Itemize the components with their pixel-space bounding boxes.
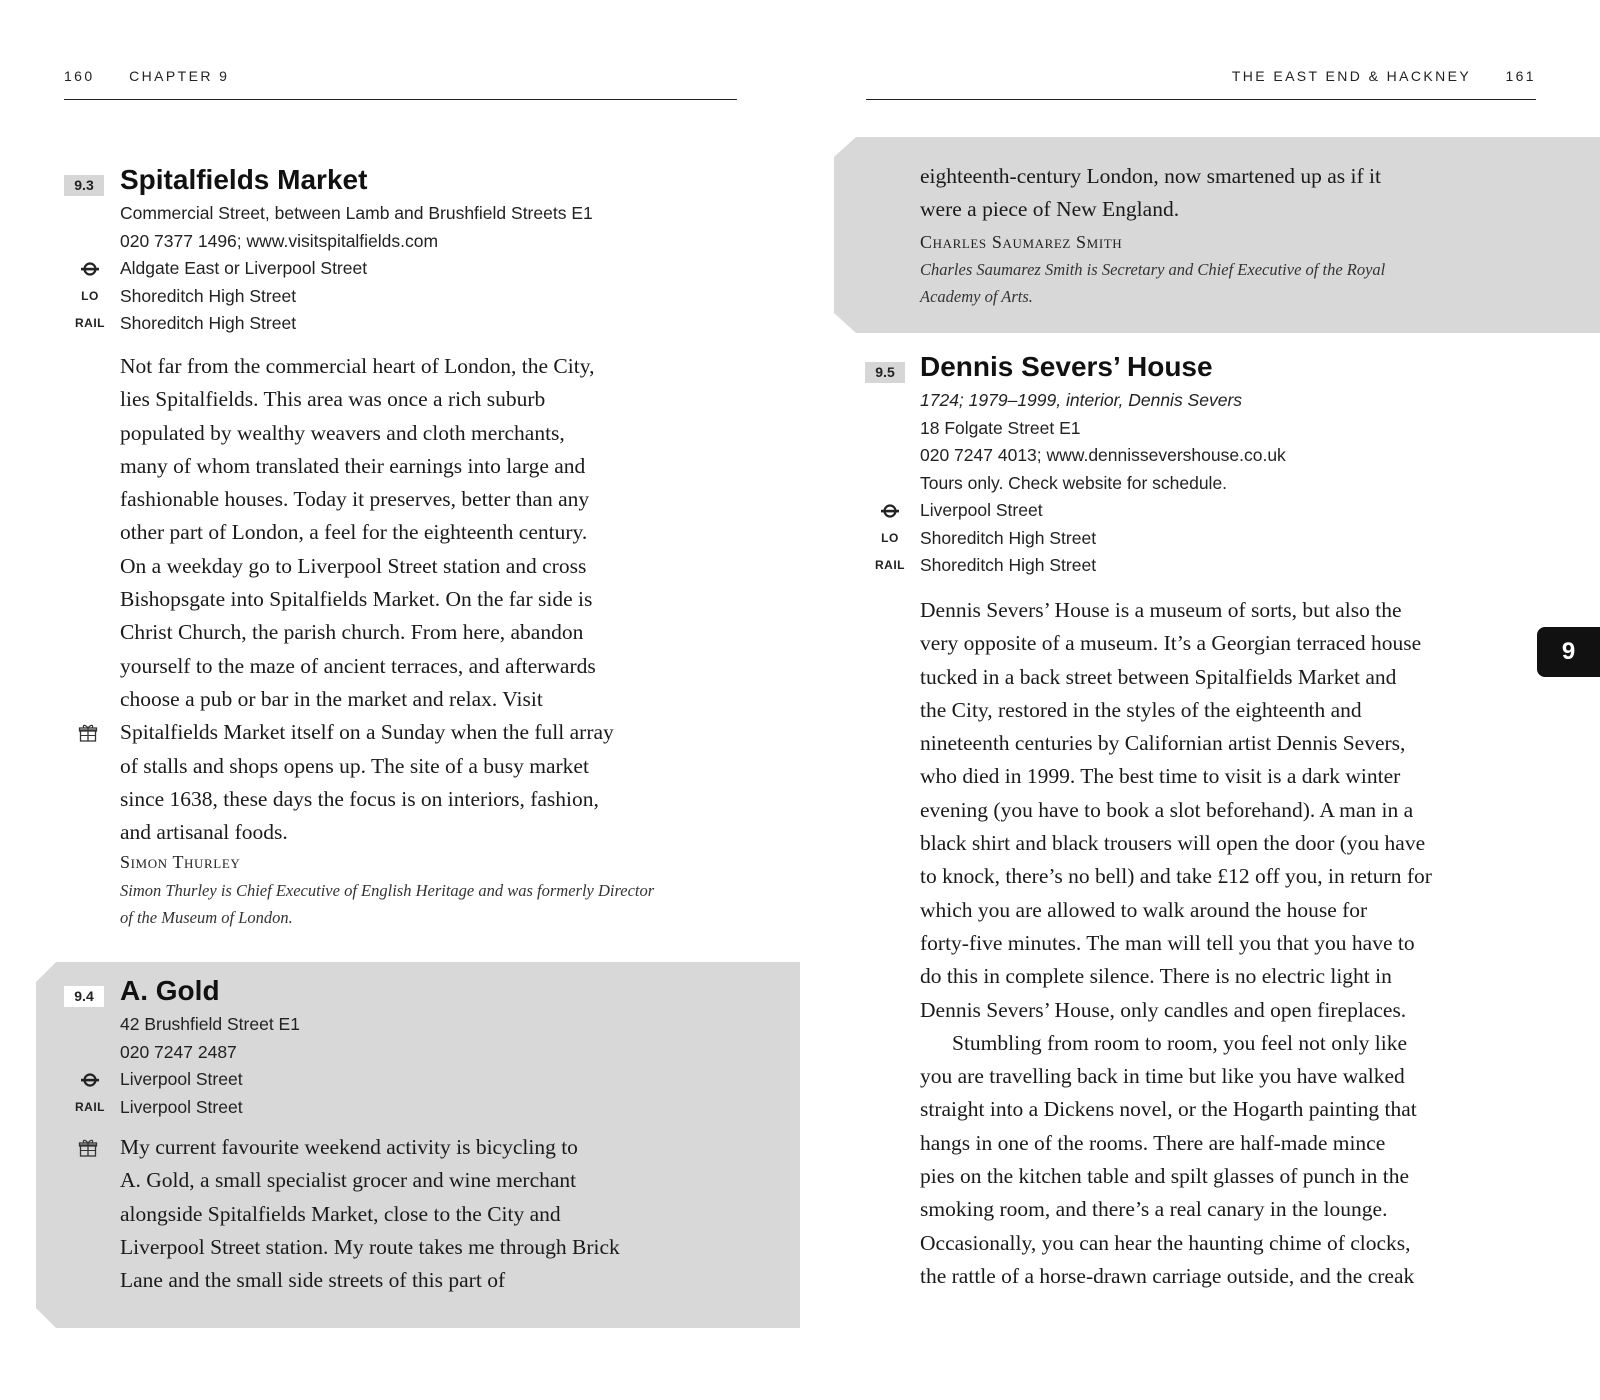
body-line: evening (you have to book a slot beforehand). A man in a <box>920 797 1414 822</box>
entry-contact: 020 7247 4013; www.dennissevershouse.co.uk <box>920 445 1286 465</box>
body-line: Lane and the small side streets of this part of <box>120 1268 506 1293</box>
body-line: to knock, there’s no bell) and take £12 off you, in return for <box>920 864 1432 889</box>
entry-body <box>120 1131 620 1297</box>
body-line: of stalls and shops opens up. The site of a busy market <box>120 753 589 778</box>
entry-title: Spitalfields Market <box>120 164 368 195</box>
body-line: Occasionally, you can hear the haunting chime of clocks, <box>920 1230 1411 1255</box>
bio-line: Academy of Arts. <box>920 286 1033 306</box>
entry-title: Dennis Severs’ House <box>920 351 1213 382</box>
transport-station: Liverpool Street <box>120 1096 243 1117</box>
entry-note: Tours only. Check website for schedule. <box>920 472 1228 493</box>
bio-line: Charles Saumarez Smith is Secretary and Chief Executive of the Royal <box>920 260 1386 279</box>
body-line: Spitalfields Market itself on a Sunday when the full array <box>120 720 614 745</box>
transport-station: Liverpool Street <box>920 500 1043 520</box>
contributor-bio <box>120 878 654 931</box>
transport-station: Shoreditch High Street <box>120 285 297 306</box>
body-line: you are travelling back in time but like you have walked <box>920 1064 1405 1089</box>
entry-number-badge: 9.3 <box>64 175 104 196</box>
body-line: tucked in a back street between Spitalfields Market and <box>920 664 1397 689</box>
left-header-rule <box>64 99 737 100</box>
body-line: nineteenth centuries by Californian artist Dennis Severs, <box>920 731 1406 756</box>
right-section-label: THE EAST END & HACKNEY <box>1231 68 1471 84</box>
entry-address: 18 Folgate Street E1 <box>920 417 1081 438</box>
body-line: Christ Church, the parish church. From here, abandon <box>120 620 584 645</box>
body-line: choose a pub or bar in the market and relax. Visit <box>120 686 543 711</box>
body-line: black shirt and black trousers will open the door (you have <box>920 831 1426 856</box>
body-line: fashionable houses. Today it preserves, better than any <box>120 487 590 512</box>
contributor-name: Charles Saumarez Smith <box>920 232 1123 252</box>
body-line: My current favourite weekend activity is bicycling to <box>120 1135 578 1159</box>
right-header-rule <box>866 99 1536 100</box>
gift-shop-icon <box>78 723 98 743</box>
entry-title: A. Gold <box>120 975 220 1006</box>
body-line: straight into a Dickens novel, or the Hogarth painting that <box>920 1097 1417 1122</box>
body-line: who died in 1999. The best time to visit is a dark winter <box>920 764 1401 789</box>
body-line: pies on the kitchen table and spilt glasses of punch in the <box>920 1164 1410 1189</box>
transport-icons <box>68 1066 112 1121</box>
continued-body <box>920 160 1381 227</box>
transport-mode-label: LO <box>881 530 899 545</box>
entry-address: Commercial Street, between Lamb and Brushfield Streets E1 <box>120 203 593 223</box>
entry-number-badge: 9.4 <box>64 986 104 1007</box>
entry-info <box>120 200 593 338</box>
body-line: many of whom translated their earnings into large and <box>120 453 586 478</box>
right-running-head <box>1232 68 1536 84</box>
left-running-head <box>64 68 229 84</box>
transport-icons <box>868 497 912 580</box>
body-line: Dennis Severs’ House, only candles and open fireplaces. <box>920 997 1407 1022</box>
transport-station: Liverpool Street <box>120 1069 243 1089</box>
body-line: alongside Spitalfields Market, close to the City and <box>120 1201 561 1226</box>
body-line: Stumbling from room to room, you feel not only like <box>952 1030 1408 1055</box>
entry-dates: 1724; 1979–1999, interior, Dennis Severs <box>920 390 1243 410</box>
transport-icons <box>68 255 112 338</box>
body-line: populated by wealthy weavers and cloth merchants, <box>120 420 565 445</box>
body-line: since 1638, these days the focus is on interiors, fashion, <box>120 786 599 811</box>
body-line: lies Spitalfields. This area was once a rich suburb <box>120 387 546 412</box>
body-line: Bishopsgate into Spitalfields Market. On the far side is <box>120 587 593 612</box>
body-line: Not far from the commercial heart of London, the City, <box>120 354 595 378</box>
transport-station: Shoreditch High Street <box>920 527 1097 548</box>
body-line: A. Gold, a small specialist grocer and wine merchant <box>120 1168 577 1193</box>
entry-body <box>920 594 1432 1293</box>
transport-mode-label: LO <box>81 288 99 303</box>
entry-address: 42 Brushfield Street E1 <box>120 1014 300 1034</box>
body-line: the City, restored in the styles of the eighteenth and <box>920 697 1362 722</box>
body-line: other part of London, a feel for the eighteenth century. <box>120 520 588 545</box>
transport-station: Shoreditch High Street <box>920 555 1097 575</box>
bio-line: of the Museum of London. <box>120 907 293 927</box>
gift-shop-icon <box>78 1138 98 1158</box>
entry-contact: 020 7247 2487 <box>120 1041 237 1062</box>
transport-station: Aldgate East or Liverpool Street <box>120 258 368 278</box>
body-line: were a piece of New England. <box>920 197 1180 222</box>
body-line: which you are allowed to walk around the house for <box>920 897 1368 922</box>
contributor-name: Simon Thurley <box>120 852 241 872</box>
entry-contact: 020 7377 1496; www.visitspitalfields.com <box>120 230 439 251</box>
entry-info <box>920 387 1286 580</box>
entry-number-badge: 9.5 <box>865 362 905 383</box>
chapter-tab: 9 <box>1537 627 1600 677</box>
body-line: eighteenth-century London, now smartened up as if it <box>920 164 1381 188</box>
transport-mode-label: RAIL <box>75 1099 105 1114</box>
bio-line: Simon Thurley is Chief Executive of English Heritage and was formerly Director <box>120 881 655 900</box>
underground-roundel-icon <box>68 1066 112 1094</box>
entry-body <box>120 350 614 849</box>
underground-roundel-icon <box>868 497 912 525</box>
body-line: the rattle of a horse-drawn carriage outside, and the creak <box>920 1263 1415 1288</box>
transport-mode-label: RAIL <box>875 558 905 572</box>
body-line: smoking room, and there’s a real canary in the lounge. <box>920 1197 1388 1222</box>
body-line: very opposite of a museum. It’s a Georgian terraced house <box>920 631 1422 656</box>
transport-station: Shoreditch High Street <box>120 313 297 333</box>
body-line: and artisanal foods. <box>120 820 288 845</box>
body-line: hangs in one of the rooms. There are half-made mince <box>920 1130 1386 1155</box>
body-line: On a weekday go to Liverpool Street station and cross <box>120 553 587 578</box>
body-line: yourself to the maze of ancient terraces, and afterwards <box>120 653 596 678</box>
body-line: forty-five minutes. The man will tell you that you have to <box>920 930 1415 955</box>
right-page-number: 161 <box>1505 68 1536 84</box>
left-page-number: 160 <box>64 68 95 84</box>
underground-roundel-icon <box>68 255 112 283</box>
contributor-bio <box>920 257 1385 310</box>
body-line: Liverpool Street station. My route takes me through Brick <box>120 1234 620 1259</box>
body-line: do this in complete silence. There is no electric light in <box>920 964 1392 989</box>
entry-info <box>120 1011 300 1121</box>
left-chapter-label: CHAPTER 9 <box>129 68 230 84</box>
transport-mode-label: RAIL <box>75 316 105 330</box>
body-line: Dennis Severs’ House is a museum of sorts, but also the <box>920 598 1402 622</box>
